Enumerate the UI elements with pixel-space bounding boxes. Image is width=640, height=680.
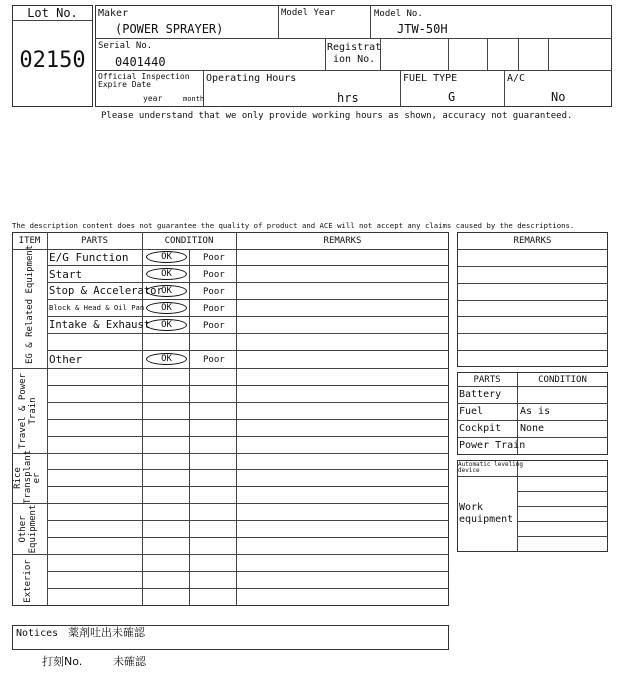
right-condition-header: CONDITION [538, 375, 587, 385]
poor-option: Poor [203, 304, 225, 314]
notices-label: Notices [16, 628, 59, 639]
section-eg-related-equipment: EG & Related Equipment [25, 244, 35, 364]
section-exterior: Exterior [23, 559, 33, 603]
operating-hours-label: Operating Hours [206, 73, 297, 84]
poor-option: Poor [203, 321, 225, 331]
registration-label-1: Registrat [327, 42, 382, 53]
serial-label: Serial No. [98, 41, 153, 51]
inspection-label-1: Official Inspection [98, 72, 190, 81]
stamp-value: 未確認 [113, 655, 146, 668]
poor-option: Poor [203, 287, 225, 297]
eg-row-part: Intake & Exhaust [49, 319, 151, 331]
right-condition-value: As is [520, 406, 551, 417]
right-part-battery: Battery [459, 389, 502, 400]
maker-value: (POWER SPRAYER) [115, 22, 224, 36]
col-remarks-header: REMARKS [323, 236, 362, 246]
lot-label: Lot No. [27, 6, 78, 20]
eg-row-part: Start [49, 268, 83, 281]
serial-value: 0401440 [115, 55, 166, 69]
poor-option: Poor [203, 270, 225, 280]
notices-value: 薬剤吐出未確認 [68, 626, 145, 639]
registration-label-2: ion No. [333, 54, 376, 65]
col-item-header: ITEM [18, 236, 41, 246]
auto-leveling-label-2: device [458, 467, 480, 474]
ok-mark: OK [146, 285, 187, 297]
year-label: year [143, 94, 163, 103]
right-part-power-train: Power Train [459, 440, 526, 451]
ok-mark: OK [146, 251, 187, 263]
right-part-fuel: Fuel [459, 406, 484, 417]
month-label: month [183, 95, 205, 103]
right-condition-value: None [520, 423, 545, 434]
maker-label: Maker [98, 8, 129, 19]
eg-row-part: Block & Head & Oil Pan [49, 303, 145, 312]
section-rice-transplanter: Rice Transplant er [13, 449, 42, 504]
work-equipment-label-2: equipment [459, 514, 514, 525]
right-parts-header: PARTS [473, 375, 501, 385]
ok-mark: OK [146, 302, 187, 314]
fuel-type-value: G [448, 90, 456, 104]
ok-mark: OK [146, 353, 187, 365]
work-equipment-label-1: Work [459, 502, 484, 513]
ac-label: A/C [507, 73, 526, 84]
ok-mark: OK [146, 268, 187, 280]
model-no-label: Model No. [374, 9, 423, 19]
hours-accuracy-notice: Please understand that we only provide working hours as shown, accuracy not guaranteed. [101, 111, 573, 121]
model-no-value: JTW-50H [397, 22, 448, 36]
poor-option: Poor [203, 253, 225, 263]
right-remarks-header: REMARKS [513, 236, 552, 246]
section-other-equipment: Other Equipment [18, 504, 38, 554]
hours-unit: hrs [337, 91, 359, 105]
ac-value: No [551, 90, 566, 104]
auto-leveling-label-1: Automatic leveling [458, 461, 524, 468]
eg-row-part: Other [49, 353, 83, 366]
inspection-label-2: Expire Date [98, 80, 151, 89]
model-year-label: Model Year [281, 8, 336, 18]
section-travel-power-train: Travel & Power Train [18, 373, 38, 449]
right-part-cockpit: Cockpit [459, 423, 502, 434]
disclaimer-text: The description content does not guarantee the quality of product and ACE will not accept any claims caused by the descriptions. [12, 221, 575, 230]
col-parts-header: PARTS [80, 236, 109, 246]
lot-number: 02150 [19, 48, 86, 73]
ok-mark: OK [146, 319, 187, 331]
eg-row-part: E/G Function [49, 251, 129, 264]
col-condition-header: CONDITION [164, 236, 214, 246]
fuel-type-label: FUEL TYPE [403, 73, 458, 84]
poor-option: Poor [203, 355, 225, 365]
stamp-label: 打刻No. [42, 655, 83, 668]
eg-row-part: Stop & Accelerator [49, 285, 163, 297]
